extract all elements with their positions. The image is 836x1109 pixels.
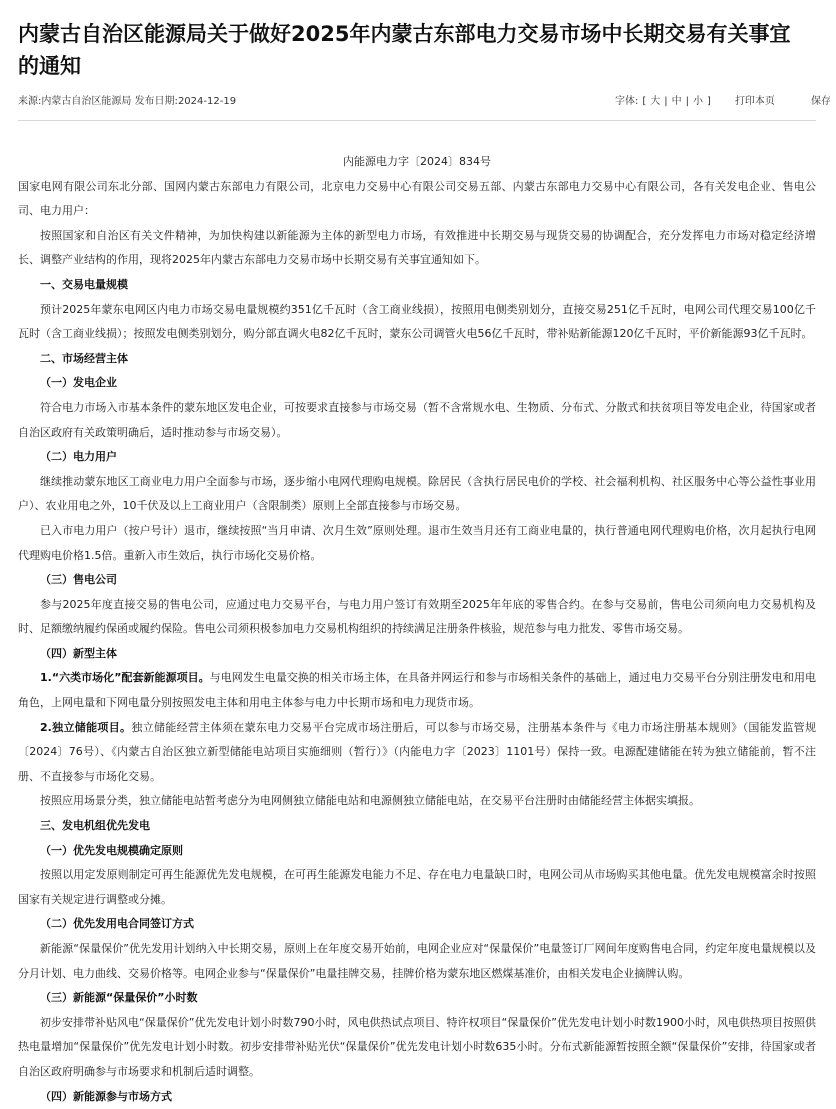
paragraph: 按照应用场景分类，独立储能电站暂考虑分为电网侧独立储能电站和电源侧独立储能电站，在交易平台注册时由储能经营主体据实填报。 bbox=[40, 794, 700, 808]
intro-paragraph: 按照国家和自治区有关文件精神，为加快构建以新能源为主体的新型电力市场，有效推进中长期交易与现货交易的协调配合，充分发挥电力市场对稳定经济增长、调整产业结构的作用，现将2025年内蒙古东部电力交易市场中长期交易有关事宜通知如下。 bbox=[18, 228, 816, 267]
subsection-heading: （一）优先发电规模确定原则 bbox=[40, 843, 183, 857]
section-heading: 三、发电机组优先发电 bbox=[40, 819, 150, 833]
paragraph: 新能源“保量保价”优先发用计划纳入中长期交易，原则上在年度交易开始前，电网企业应对“保量保价”电量签订厂网间年度购售电合同，约定年度电量规模以及分月计划、电力曲线、交易价格等。电网企业参与“保量保价”电量挂牌交易，挂牌价格为蒙东地区燃煤基准价，由相关发电企业摘牌认购。 bbox=[18, 942, 816, 980]
paragraph: 已入市电力用户（按户号计）退市，继续按照“当月申请、次月生效”原则处理。退市生效当月还有工商业电量的，执行普通电网代理购电价格，次月起执行电网代理购电价格1.5倍。重新入市生效后，执行市场化交易价格。 bbox=[18, 523, 816, 562]
print-page-button[interactable]: 打印本页 bbox=[734, 96, 775, 107]
paragraph: 继续推动蒙东地区工商业电力用户全面参与市场，逐步缩小电网代理购电规模。除居民（含执行居民电价的学校、社会福利机构、社区服务中心等公益性事业用户）、农业用电之外，10千伏及以上工商业用户（含限制类）原则上全部直接参与市场交易。 bbox=[18, 474, 816, 513]
section-heading: 二、市场经营主体 bbox=[40, 351, 128, 365]
paragraph: 参与2025年度直接交易的售电公司，应通过电力交易平台，与电力用户签订有效期至2025年年底的零售合约。在参与交易前，售电公司须向电力交易机构及时、足额缴纳履约保函或履约保险。售电公司须积极参加电力交易机构组织的持续满足注册条件核验，规范参与电力批发、零售市场交易。 bbox=[18, 597, 816, 636]
paragraph: 符合电力市场入市基本条件的蒙东地区发电企业，可按要求直接参与市场交易（暂不含常规水电、生物质、分布式、分散式和扶贫项目等发电企业，待国家或者自治区政府有关政策明确后，适时推动参与市场交易）。 bbox=[18, 400, 816, 439]
source-label: 来源: bbox=[18, 96, 42, 107]
document-body bbox=[18, 150, 816, 1109]
subsection-heading: （四）新型主体 bbox=[40, 646, 117, 660]
page-title: 内蒙古自治区能源局关于做好2025年内蒙古东部电力交易市场中长期交易有关事宜的通知 bbox=[18, 22, 791, 78]
font-small-button[interactable]: 小 bbox=[693, 96, 704, 107]
subsection-heading: （四）新能源参与市场方式 bbox=[40, 1089, 172, 1103]
font-large-button[interactable]: 大 bbox=[650, 96, 661, 107]
recipients: 国家电网有限公司东北分部、国网内蒙古东部电力有限公司，北京电力交易中心有限公司交易五部、内蒙古东部电力交易中心有限公司，各有关发电企业、售电公司、电力用户： bbox=[18, 179, 816, 218]
paragraph: 2.独立储能项目。独立储能经营主体须在蒙东电力交易平台完成市场注册后，可以参与市场交易，注册基本条件与《电力市场注册基本规则》（国能发监管规〔2024〕76号）、《内蒙古自治区独立新型储能电站项目实施细则（暂行）》（内能电力字〔2023〕1101号）保持一致。电源配建储能在转为独立储能前，暂不注册、不直接参与市场化交易。 bbox=[18, 720, 816, 783]
subsection-heading: （一）发电企业 bbox=[40, 376, 117, 390]
subsection-heading: （三）新能源“保量保价”小时数 bbox=[40, 991, 198, 1005]
paragraph: 按照以用定发原则制定可再生能源优先发电规模，在可再生能源发电能力不足、存在电力电量缺口时，电网公司从市场购买其他电量。优先发电规模富余时按照国家有关规定进行调整或分摊。 bbox=[18, 868, 816, 906]
paragraph: 初步安排带补贴风电“保量保价”优先发电计划小时数790小时，风电供热试点项目、特许权项目“保量保价”优先发电计划小时数1900小时，风电供热项目按照供热电量增加“保量保价”优先发电计划小时数。初步安排带补贴光伏“保量保价”优先发电计划小时数635小时。分布式新能源暂按照全额“保量保价”安排，待国家或者自治区政府明确参与市场要求和机制后适时调整。 bbox=[18, 1015, 816, 1078]
article-meta bbox=[18, 93, 831, 111]
article-tools: 字体: [ 大 | 中 | 小 ] 打印本页 保存 bbox=[615, 96, 831, 107]
subsection-heading: （二）电力用户 bbox=[40, 450, 117, 464]
paragraph: 1.“六类市场化”配套新能源项目。与电网发生电量交换的相关市场主体，在具备并网运行和参与市场相关条件的基础上，通过电力交易平台分别注册发电和用电角色，上网电量和下网电量分别按照发电主体和用电主体参与电力中长期市场和电力现货市场。 bbox=[18, 671, 817, 710]
source-info bbox=[18, 93, 236, 111]
document-number: 内能源电力字〔2024〕834号 bbox=[343, 155, 491, 168]
date-label: 发布日期: bbox=[134, 96, 178, 107]
source-name: 内蒙古自治区能源局 bbox=[41, 96, 132, 107]
paragraph: 预计2025年蒙东电网区内电力市场交易电量规模约351亿千瓦时（含工商业线损），按照用电侧类别划分，直接交易251亿千瓦时，电网公司代理交易100亿千瓦时（含工商业线损）；按照发电侧类别划分，购分部直调火电82亿千瓦时，蒙东公司调管火电56亿千瓦时，带补贴新能源120亿千瓦时，平价新能源93亿千瓦时。 bbox=[18, 302, 816, 341]
save-button[interactable]: 保存 bbox=[810, 96, 831, 107]
section-heading: 一、交易电量规模 bbox=[40, 277, 128, 291]
publish-date: 2024-12-19 bbox=[177, 96, 237, 107]
font-medium-button[interactable]: 中 bbox=[671, 96, 682, 107]
header-divider bbox=[18, 120, 816, 121]
subsection-heading: （二）优先发用电合同签订方式 bbox=[40, 917, 194, 931]
font-size-label: 字体: bbox=[615, 96, 639, 107]
subsection-heading: （三）售电公司 bbox=[40, 573, 117, 587]
